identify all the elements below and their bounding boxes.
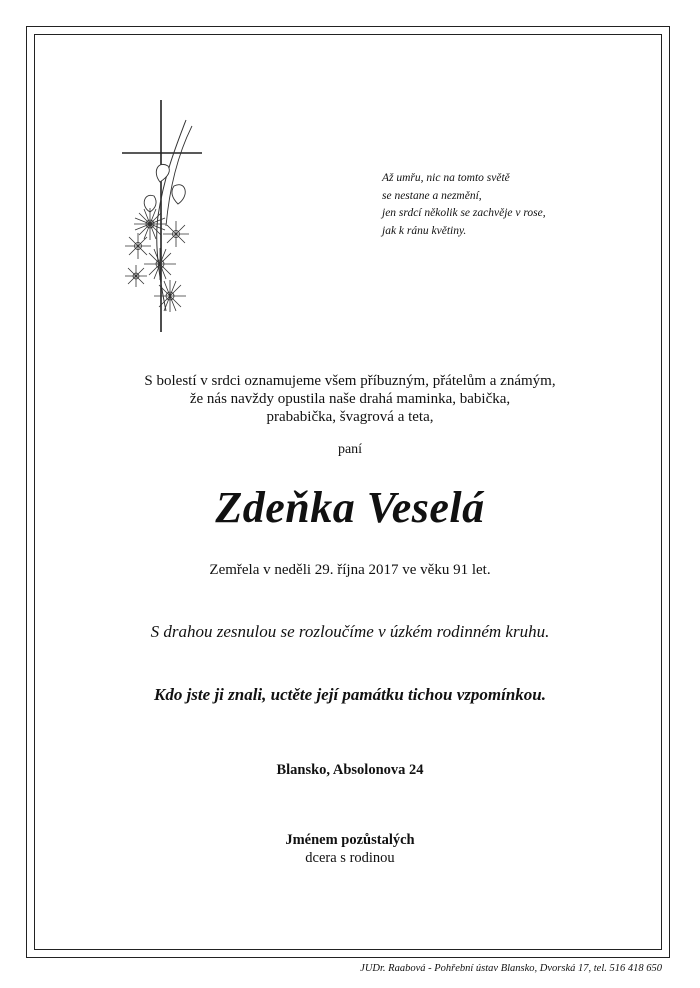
poem-line: jak k ránu květiny. <box>382 224 467 237</box>
death-line: Zemřela v neděli 29. října 2017 ve věku 91 let. <box>209 562 491 578</box>
poem <box>382 170 546 240</box>
announcement-text <box>0 372 700 426</box>
deceased-name: Zdeňka Veselá <box>215 483 485 532</box>
cross-with-flowers-icon <box>114 96 214 336</box>
announcement-line: že nás navždy opustila naše drahá maminka, babička, <box>189 391 511 407</box>
poem-line: se nestane a nezmění, <box>382 189 482 202</box>
footer-credit: JUDr. Raabová - Pohřební ústav Blansko, Dvorská 17, tel. 516 418 650 <box>360 963 662 974</box>
signature-heading: Jménem pozůstalých <box>285 832 415 848</box>
address: Blansko, Absolonova 24 <box>276 762 424 778</box>
announcement-line: prababička, švagrová a teta, <box>266 409 434 425</box>
title-word: paní <box>337 442 363 457</box>
poem-line: jen srdcí několik se zachvěje v rose, <box>382 207 546 219</box>
signature-family: dcera s rodinou <box>305 850 395 866</box>
poem-line: Až umřu, nic na tomto světě <box>382 172 510 184</box>
farewell-text: S drahou zesnulou se rozloučíme v úzkém rodinném kruhu. <box>150 622 550 641</box>
announcement-line: S bolestí v srdci oznamujeme všem příbuzným, přátelům a známým, <box>144 373 556 389</box>
remembrance-text: Kdo jste ji znali, uctěte její památku tichou vzpomínkou. <box>154 685 546 704</box>
